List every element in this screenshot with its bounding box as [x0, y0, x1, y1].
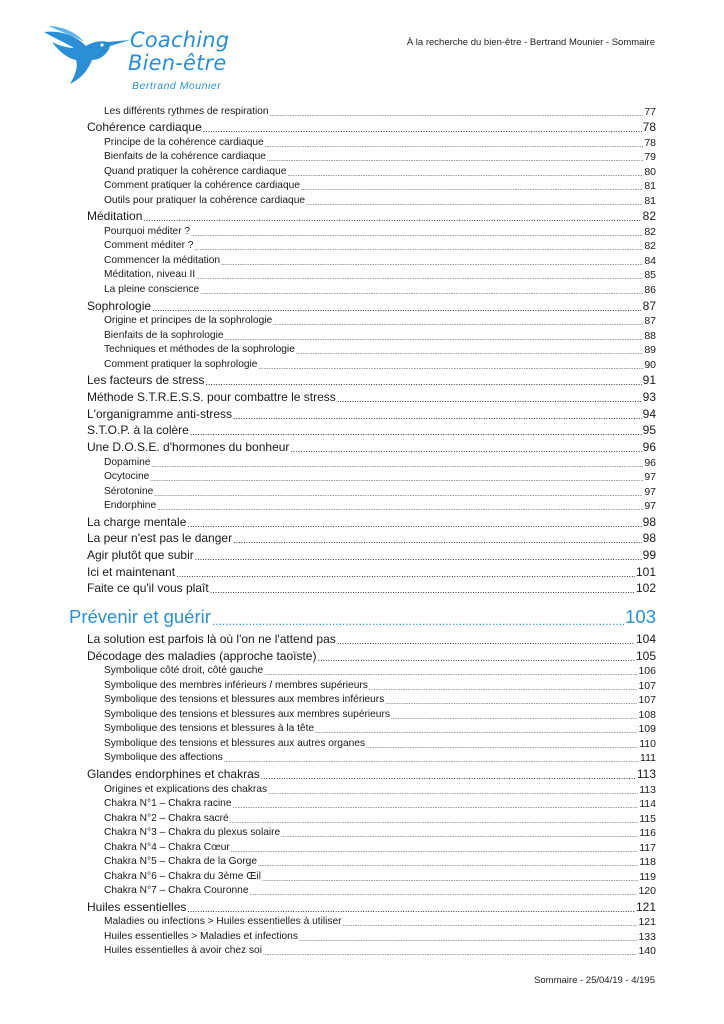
toc-entry-title: La solution est parfois là où l'on ne l'attend pas: [87, 632, 336, 647]
dot-leader: [190, 427, 642, 438]
logo-title-line1: Coaching: [130, 28, 230, 52]
toc-entry-level2[interactable]: [87, 898, 656, 915]
toc-entry-page: 91: [642, 373, 656, 388]
toc-entry-level3[interactable]: [104, 826, 656, 841]
toc-entry-page: 96: [644, 456, 656, 469]
toc-entry-level2[interactable]: [87, 765, 656, 782]
dot-leader: [221, 260, 643, 268]
toc-entry-page: 80: [644, 165, 656, 178]
toc-entry-level2[interactable]: [87, 405, 656, 422]
toc-entry-title: Une D.O.S.E. d'hormones du bonheur: [87, 440, 290, 454]
toc-entry-title: L'organigramme anti-stress: [87, 406, 233, 421]
toc-entry-page: 107: [638, 679, 656, 692]
dot-leader: [296, 349, 643, 357]
toc-entry-page: 104: [635, 632, 656, 647]
toc-entry-page: 111: [640, 752, 656, 765]
toc-entry-page: 117: [639, 841, 656, 854]
toc-entry-level3[interactable]: [104, 135, 656, 150]
toc-entry-page: 98: [642, 531, 656, 546]
toc-entry-title: Symbolique des membres inférieurs / membres supérieurs: [104, 679, 368, 691]
toc-entry-title: Les différents rythmes de respiration: [104, 105, 269, 117]
toc-entry-level3[interactable]: [104, 282, 656, 297]
page-footer: Sommaire - 25/04/19 - 4/195: [534, 975, 655, 986]
toc-entry-level2[interactable]: [87, 630, 656, 647]
running-header: À la recherche du bien-être - Bertrand Mounier - Sommaire: [406, 37, 655, 48]
toc-entry-title: Comment pratiquer la sophrologie: [104, 358, 258, 370]
toc-entry-level3[interactable]: [104, 722, 656, 737]
toc-entry-page: 79: [644, 151, 656, 164]
dot-leader: [151, 462, 643, 470]
dot-leader: [270, 111, 644, 119]
toc-entry-level2[interactable]: [87, 580, 656, 597]
toc-entry-title: Cohérence cardiaque: [87, 120, 202, 135]
dot-leader: [301, 185, 643, 193]
toc-entry-title: Chakra N°1 – Chakra racine: [104, 798, 232, 809]
toc-entry-page: 87: [642, 298, 656, 313]
toc-entry-title: Bienfaits de la sophrologie: [104, 329, 224, 341]
dot-leader: [143, 213, 641, 224]
toc-entry-level3[interactable]: [104, 455, 656, 470]
dot-leader: [369, 685, 638, 693]
section-spacer: [69, 596, 656, 606]
dot-leader: [203, 124, 642, 135]
toc-entry-title: Méthode S.T.R.E.S.S. pour combattre le stress: [87, 389, 336, 404]
toc-entry-title: Faite ce qu'il vous plaît: [87, 581, 209, 596]
logo-title-line2: Bien-être: [128, 51, 227, 75]
dot-leader: [317, 653, 634, 664]
toc-entry-level3[interactable]: [104, 104, 656, 119]
toc-entry-title: Origine et principes de la sophrologie: [104, 315, 273, 327]
dot-leader: [287, 171, 643, 179]
toc-entry-level3[interactable]: [104, 150, 656, 165]
toc-entry-level3[interactable]: [104, 929, 656, 944]
toc-entry-level2[interactable]: [87, 297, 656, 314]
toc-entry-page: 114: [639, 798, 656, 810]
toc-entry-level3[interactable]: [104, 357, 656, 372]
toc-entry-page: 82: [642, 209, 656, 224]
toc-entry-page: 78: [642, 120, 656, 135]
dot-leader: [265, 142, 644, 150]
toc-entry-title: Bienfaits de la cohérence cardiaque: [104, 151, 266, 163]
toc-entry-level3[interactable]: [104, 239, 656, 254]
toc-entry-page: 84: [644, 254, 656, 267]
toc-entry-title: Comment méditer ?: [104, 240, 194, 252]
dot-leader: [261, 771, 636, 782]
toc-entry-page: 118: [639, 856, 656, 868]
dot-leader: [299, 936, 638, 944]
toc-entry-page: 88: [644, 329, 656, 342]
toc-entry-title: Origines et explications des chakras: [104, 783, 268, 795]
dot-leader: [231, 847, 638, 855]
toc-entry-page: 140: [638, 945, 656, 958]
toc-entry-page: 105: [635, 648, 656, 663]
toc-entry-title: Commencer la méditation: [104, 254, 221, 266]
toc-entry-title: Glandes endorphines et chakras: [87, 767, 260, 781]
toc-entry-title: Chakra N°4 – Chakra Cœur: [104, 841, 230, 853]
toc-entry-level3[interactable]: [104, 314, 656, 329]
toc-entry-title: Méditation: [87, 209, 143, 224]
dot-leader: [281, 832, 638, 840]
toc-entry-level3[interactable]: [104, 811, 656, 826]
toc-entry-level3[interactable]: [104, 884, 656, 899]
toc-entry-title: Dopamine: [104, 456, 151, 468]
toc-entry-level3[interactable]: [104, 707, 656, 722]
toc-entry-level3[interactable]: [104, 678, 656, 693]
logo: [42, 22, 242, 102]
toc-entry-page: 97: [644, 485, 656, 498]
toc-entry-page: 86: [644, 283, 656, 296]
toc-entry-title: S.T.O.P. à la colère: [87, 423, 189, 438]
toc-entry-title: Sophrologie: [87, 298, 152, 313]
toc-entry-page: 81: [644, 180, 656, 193]
toc-entry-level3[interactable]: [104, 224, 656, 239]
dot-leader: [250, 890, 638, 898]
toc-entry-page: 113: [636, 767, 656, 781]
toc-entry-title: Les facteurs de stress: [87, 373, 205, 388]
toc-entry-level2[interactable]: [87, 422, 656, 439]
toc-entry-page: 89: [644, 344, 656, 357]
dot-leader: [262, 876, 638, 884]
toc-entry-title: Méditation, niveau II: [104, 269, 196, 281]
dot-leader: [391, 714, 638, 722]
toc-entry-level2[interactable]: [87, 513, 656, 530]
dot-leader: [205, 377, 641, 388]
toc-entry-title: Ici et maintenant: [87, 564, 176, 579]
toc-entry-level3[interactable]: [104, 840, 656, 855]
toc-entry-page: 109: [638, 723, 656, 736]
dot-leader: [273, 320, 643, 328]
dot-leader: [268, 789, 638, 797]
toc-entry-page: 82: [644, 225, 656, 238]
toc-entry-title: Symbolique des tensions et blessures à la tête: [104, 723, 315, 735]
hummingbird-icon: [42, 24, 132, 86]
toc-entry-level3[interactable]: [104, 343, 656, 358]
dot-leader: [225, 335, 644, 343]
toc-entry-page: 121: [638, 916, 656, 929]
toc-entry-title: La pleine conscience: [104, 283, 200, 295]
dot-leader: [343, 921, 638, 929]
dot-leader: [224, 757, 639, 765]
toc-entry-title: Huiles essentielles: [87, 899, 187, 914]
toc-entry-title: Symbolique des affections: [104, 752, 223, 764]
toc-entry-title: Chakra N°2 – Chakra sacré: [104, 812, 229, 824]
toc-entry-level3[interactable]: [104, 751, 656, 766]
dot-leader: [154, 491, 643, 499]
toc-entry-title: Agir plutôt que subir: [87, 548, 194, 563]
dot-leader: [337, 636, 635, 647]
toc-entry-title: Symbolique des tensions et blessures aux membres inférieurs: [104, 694, 385, 706]
toc-entry-page: 133: [638, 930, 656, 943]
dot-leader: [200, 289, 643, 297]
toc-entry-title: Sérotonine: [104, 485, 154, 497]
toc-entry-title: La peur n'est pas le danger: [87, 531, 233, 546]
dot-leader: [263, 950, 637, 958]
dot-leader: [233, 411, 642, 422]
dot-leader: [210, 585, 635, 596]
toc-entry-page: 97: [644, 471, 656, 483]
toc-entry-title: Huiles essentielles > Maladies et infections: [104, 930, 298, 942]
toc-entry-level3[interactable]: [104, 944, 656, 959]
logo-author: Bertrand Mounier: [132, 80, 222, 92]
dot-leader: [187, 519, 641, 530]
toc-entry-page: 106: [638, 665, 656, 678]
dot-leader: [194, 245, 643, 253]
toc-entry-page: 95: [642, 423, 656, 438]
toc-entry-level3[interactable]: [104, 869, 656, 884]
toc-entry-page: 97: [644, 500, 656, 512]
toc-entry-page: 107: [638, 694, 656, 707]
toc-entry-page: 108: [638, 708, 656, 721]
toc-entry-page: 98: [642, 514, 656, 529]
toc-entry-level3[interactable]: [104, 736, 656, 751]
toc-entry-page: 94: [642, 406, 656, 421]
toc-entry-level2[interactable]: [87, 119, 656, 136]
toc-entry-level3[interactable]: [104, 268, 656, 283]
toc-entry-page: 77: [644, 105, 656, 118]
dot-leader: [366, 743, 638, 751]
toc-entry-page: 121: [635, 899, 656, 914]
toc-entry-title: Principe de la cohérence cardiaque: [104, 136, 264, 148]
toc-entry-level2[interactable]: [87, 647, 656, 664]
dot-leader: [258, 861, 638, 869]
toc-entry-page: 116: [639, 827, 656, 839]
toc-entry-title: Ocytocine: [104, 471, 150, 482]
dot-leader: [315, 728, 637, 736]
toc-entry-title: Symbolique des tensions et blessures aux membres supérieurs: [104, 708, 390, 720]
dot-leader: [196, 274, 643, 282]
toc-entry-level2[interactable]: [87, 563, 656, 580]
toc-entry-page: 78: [644, 136, 656, 149]
toc-entry-level3[interactable]: [104, 797, 656, 812]
dot-leader: [233, 803, 639, 811]
toc-entry-level2[interactable]: [87, 388, 656, 405]
toc-entry-title: Endorphine: [104, 500, 157, 511]
dot-leader: [306, 200, 643, 208]
toc-entry-level3[interactable]: [104, 499, 656, 514]
toc-entry-title: Symbolique côté droit, côté gauche: [104, 665, 264, 677]
dot-leader: [337, 394, 642, 405]
toc-entry-page: 102: [635, 581, 656, 596]
toc-entry-page: 82: [644, 240, 656, 253]
toc-entry-page: 85: [644, 269, 656, 282]
toc-entry-level2[interactable]: [87, 546, 656, 563]
toc-entry-page: 96: [642, 440, 656, 454]
toc-entry-level3[interactable]: [104, 164, 656, 179]
toc-entry-title: Comment pratiquer la cohérence cardiaque: [104, 180, 300, 192]
toc-entry-page: 113: [639, 783, 656, 796]
toc-entry-page: 110: [639, 737, 656, 750]
toc-entry-page: 90: [644, 358, 656, 371]
toc-entry-level2[interactable]: [87, 530, 656, 547]
toc-entry-title: Quand pratiquer la cohérence cardiaque: [104, 165, 287, 177]
toc-entry-title: Chakra N°5 – Chakra de la Gorge: [104, 856, 258, 867]
toc-entry-title: Prévenir et guérir: [69, 606, 211, 628]
toc-entry-page: 119: [639, 870, 656, 883]
dot-leader: [212, 614, 624, 628]
dot-leader: [258, 364, 643, 372]
toc-entry-title: Outils pour pratiquer la cohérence cardiaque: [104, 194, 306, 206]
toc-entry-title: Maladies ou infections > Huiles essentielles à utiliser: [104, 916, 342, 928]
toc-entry-level2[interactable]: [87, 372, 656, 389]
toc-entry-title: Symbolique des tensions et blessures aux autres organes: [104, 737, 366, 749]
dot-leader: [191, 231, 643, 239]
toc-entry-level3[interactable]: [104, 193, 656, 208]
toc-entry-title: Chakra N°6 – Chakra du 3ème Œil: [104, 870, 261, 882]
toc-entry-page: 99: [642, 548, 656, 563]
toc-entry-page: 120: [638, 885, 656, 897]
toc-entry-page: 101: [635, 564, 656, 579]
toc-entry-page: 81: [644, 194, 656, 207]
dot-leader: [195, 552, 642, 563]
dot-leader: [264, 670, 637, 678]
dot-leader: [187, 904, 635, 915]
toc-entry-page: 93: [642, 389, 656, 404]
toc-entry-page: 87: [644, 315, 656, 328]
toc-entry-title: Techniques et méthodes de la sophrologie: [104, 344, 295, 356]
toc-entry-title: Chakra N°7 – Chakra Couronne: [104, 885, 249, 896]
toc-entry-level1[interactable]: [69, 606, 656, 628]
toc-entry-level3[interactable]: [104, 664, 656, 679]
dot-leader: [385, 699, 637, 707]
toc-entry-page: 103: [625, 606, 656, 628]
dot-leader: [290, 444, 641, 455]
toc-entry-level3[interactable]: [104, 693, 656, 708]
toc-entry-level2[interactable]: [87, 208, 656, 225]
dot-leader: [152, 303, 642, 314]
toc-entry-level3[interactable]: [104, 470, 656, 485]
table-of-contents: [69, 104, 656, 958]
dot-leader: [176, 569, 635, 580]
toc-entry-level3[interactable]: [104, 328, 656, 343]
toc-entry-title: Huiles essentielles à avoir chez soi: [104, 945, 262, 957]
toc-entry-level3[interactable]: [104, 915, 656, 930]
dot-leader: [233, 535, 642, 546]
toc-entry-level3[interactable]: [104, 179, 656, 194]
toc-entry-level3[interactable]: [104, 253, 656, 268]
toc-entry-page: 115: [639, 812, 656, 825]
toc-entry-level3[interactable]: [104, 782, 656, 797]
dot-leader: [150, 476, 643, 484]
toc-entry-title: La charge mentale: [87, 514, 187, 529]
toc-entry-title: Chakra N°3 – Chakra du plexus solaire: [104, 827, 281, 838]
dot-leader: [230, 818, 639, 826]
toc-entry-title: Pourquoi méditer ?: [104, 225, 191, 237]
toc-entry-level3[interactable]: [104, 855, 656, 870]
dot-leader: [157, 505, 643, 513]
toc-entry-title: Décodage des maladies (approche taoïste): [87, 648, 317, 663]
toc-entry-level2[interactable]: [87, 438, 656, 455]
toc-entry-level3[interactable]: [104, 484, 656, 499]
dot-leader: [267, 156, 643, 164]
